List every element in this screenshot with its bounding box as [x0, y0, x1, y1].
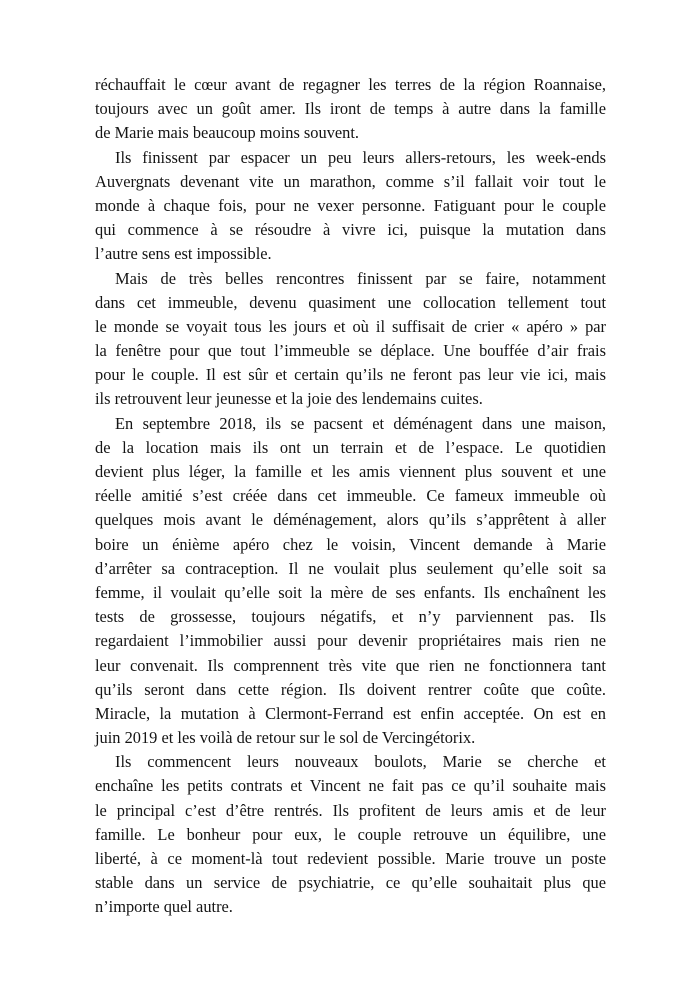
- text-line: quelques mois avant le déménagement, alors qu’ils s’apprêtent à aller: [95, 510, 606, 530]
- text-line: boire un énième apéro chez le voisin, Vincent demande à Marie: [95, 534, 606, 554]
- paragraph: [95, 267, 606, 412]
- text-line: famille. Le bonheur pour eux, le couple retrouve un équilibre, une: [95, 824, 606, 844]
- text-line: l’autre sens est impossible.: [95, 244, 272, 264]
- text-line: d’arrêter sa contraception. Il ne voulait plus seulement qu’elle soit sa: [95, 558, 606, 578]
- text-line: monde à chaque fois, pour ne vexer personne. Fatiguant pour le couple: [95, 195, 606, 215]
- text-line: de la location mais ils ont un terrain et de l’espace. Le quotidien: [95, 437, 606, 457]
- text-line: pour le couple. Il est sûr et certain qu’ils ne feront pas leur vie ici, mais: [95, 365, 606, 385]
- text-line: Ils finissent par espacer un peu leurs allers-retours, les week-ends: [115, 147, 606, 167]
- text-line: regardaient l’immobilier aussi pour devenir propriétaires mais rien ne: [95, 631, 606, 651]
- text-line: devient plus léger, la famille et les amis viennent plus souvent et une: [95, 462, 606, 481]
- text-line: liberté, à ce moment-là tout redevient possible. Marie trouve un poste: [95, 849, 606, 868]
- text-line: Auvergnats devenant vite un marathon, comme s’il fallait voir tout le: [95, 171, 606, 191]
- text-line: le principal c’est d’être rentrés. Ils profitent de leurs amis et de leur: [95, 800, 606, 820]
- text-line: Mais de très belles rencontres finissent par se faire, notamment: [115, 268, 606, 288]
- text-line: qu’ils seront dans cette région. Ils doivent rentrer coûte que coûte.: [95, 679, 606, 699]
- text-line: de Marie mais beaucoup moins souvent.: [95, 123, 360, 143]
- text-line: juin 2019 et les voilà de retour sur le sol de Vercingétorix.: [95, 728, 476, 748]
- text-line: tests de grossesse, toujours négatifs, et n’y parviennent pas. Ils: [95, 607, 606, 627]
- text-line: stable dans un service de psychiatrie, ce qu’elle souhaitait plus que: [95, 873, 606, 893]
- text-line: enchaîne les petits contrats et Vincent ne fait pas ce qu’il souhaite mais: [95, 776, 606, 796]
- text-line: femme, il voulait qu’elle soit la mère de ses enfants. Ils enchaînent les: [95, 582, 606, 602]
- paragraph: [95, 73, 606, 146]
- text-line: toujours avec un goût amer. Ils iront de temps à autre dans la famille: [95, 99, 606, 119]
- paragraph: [95, 750, 606, 919]
- text-line: réchauffait le cœur avant de regagner les terres de la région Roannaise,: [95, 75, 606, 94]
- text-line: dans cet immeuble, devenu quasiment une collocation tellement tout: [95, 292, 606, 312]
- text-line: leur convenait. Ils comprennent très vite que rien ne fonctionnera tant: [95, 655, 606, 675]
- text-line: Ils commencent leurs nouveaux boulots, Marie se cherche et: [115, 752, 606, 772]
- text-line: le monde se voyait tous les jours et où il suffisait de crier « apéro » par: [95, 316, 606, 336]
- body-text: [95, 73, 606, 920]
- text-line: ils retrouvent leur jeunesse et la joie des lendemains cuites.: [95, 389, 483, 409]
- text-line: Miracle, la mutation à Clermont-Ferrand est enfin acceptée. On est en: [95, 703, 606, 723]
- text-line: n’importe quel autre.: [95, 897, 233, 917]
- text-line: la fenêtre pour que tout l’immeuble se déplace. Une bouffée d’air frais: [95, 341, 606, 361]
- text-line: qui commence à se résoudre à vivre ici, puisque la mutation dans: [95, 220, 606, 240]
- text-line: En septembre 2018, ils se pacsent et déménagent dans une maison,: [115, 413, 606, 433]
- paragraph: [95, 412, 606, 751]
- text-line: réelle amitié s’est créée dans cet immeuble. Ce fameux immeuble où: [95, 486, 606, 506]
- paragraph: [95, 146, 606, 267]
